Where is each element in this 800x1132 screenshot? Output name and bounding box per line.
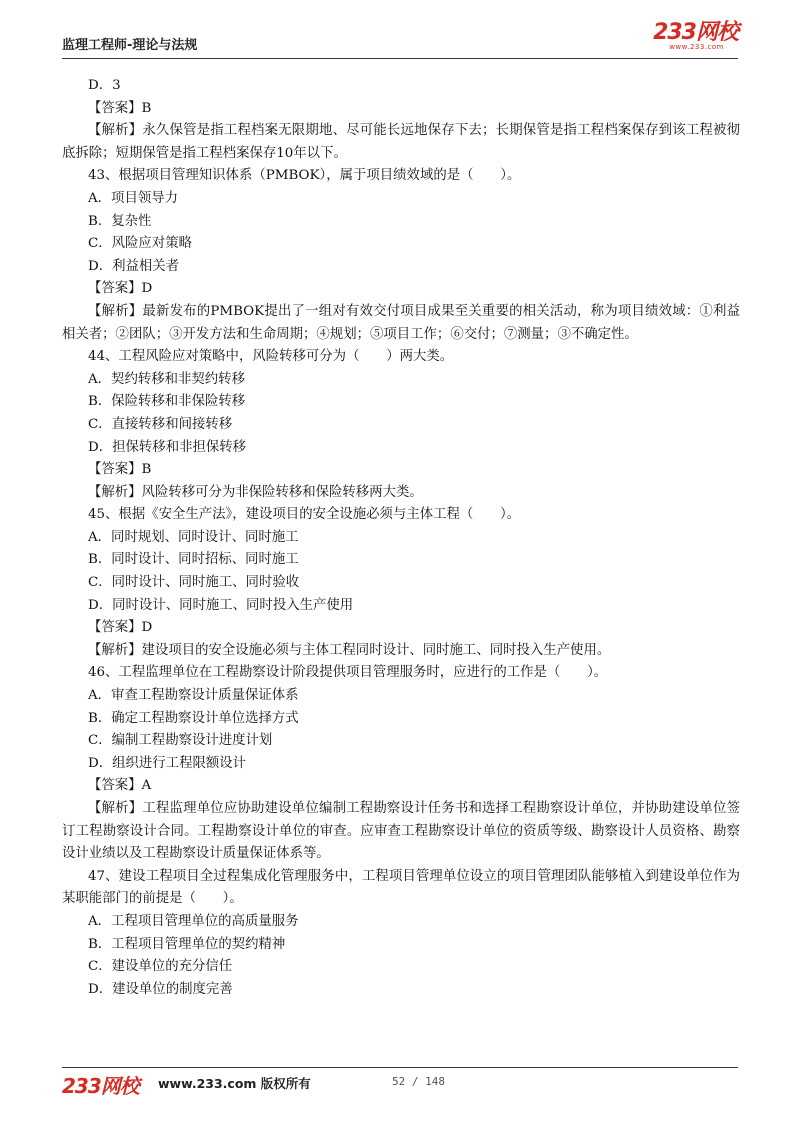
text-line-l21: C．同时设计、同时施工、同时验收 <box>88 575 300 591</box>
page-number: 52 / 148 <box>392 1075 445 1088</box>
text-line-l6: B．复杂性 <box>88 213 152 229</box>
text-line-l23: 【答案】D <box>88 620 153 636</box>
text-line-l30: 【答案】A <box>88 778 152 794</box>
text-line-l12: A．契约转移和非契约转移 <box>88 371 245 387</box>
text-line-l32: 47、建设工程项目全过程集成化管理服务中，工程项目管理单位设立的项目管理团队能够植入到建设单位作为某职能部门的前提是（ ）。 <box>62 868 740 907</box>
text-line-l20: B．同时设计、同时招标、同时施工 <box>88 552 299 568</box>
text-line-l35: C．建设单位的充分信任 <box>88 959 233 975</box>
text-line-l4: 43、根据项目管理知识体系（PMBOK），属于项目绩效域的是（ ）。 <box>88 168 521 184</box>
page-footer <box>62 1067 738 1098</box>
text-line-l26: A．审查工程勘察设计质量保证体系 <box>88 688 299 704</box>
text-line-l22: D．同时设计、同时施工、同时投入生产使用 <box>88 597 354 613</box>
text-line-l1: D．3 <box>88 78 121 93</box>
text-line-l27: B．确定工程勘察设计单位选择方式 <box>88 710 299 726</box>
footer-logo: 233网校 <box>62 1074 139 1098</box>
text-line-l24: 【解析】建设项目的安全设施必须与主体工程同时设计、同时施工、同时投入生产使用。 <box>88 642 611 658</box>
text-line-l13: B．保险转移和非保险转移 <box>88 394 246 410</box>
text-line-l10: 【解析】最新发布的PMBOK提出了一组对有效交付项目成果至关重要的相关活动，称为项目绩效域：①利益相关者；②团队；③开发方法和生命周期；④规划；⑤项目工作；⑥交付；⑦测量；③不确定性。 <box>62 303 740 342</box>
page-header <box>62 18 738 58</box>
text-line-l2: 【答案】B <box>88 100 152 116</box>
text-line-l25: 46、工程监理单位在工程勘察设计阶段提供项目管理服务时，应进行的工作是（ ）。 <box>88 665 608 681</box>
text-line-l7: C．风险应对策略 <box>88 236 192 252</box>
document-body <box>62 75 740 1001</box>
text-line-l29: D．组织进行工程限额设计 <box>88 755 247 771</box>
footer-copyright: www.233.com 版权所有 <box>158 1076 311 1091</box>
text-line-l31: 【解析】工程监理单位应协助建设单位编制工程勘察设计任务书和选择工程勘察设计单位，并协助建设单位签订工程勘察设计合同。工程勘察设计单位的审查。应审查工程勘察设计单位的资质等级、勘察设计人员资格、勘察设计业绩以及工程勘察设计质量保证体系等。 <box>62 801 740 862</box>
text-line-l11: 44、工程风险应对策略中，风险转移可分为（ ）两大类。 <box>88 349 454 365</box>
header-title: 监理工程师-理论与法规 <box>62 38 198 53</box>
text-line-l18: 45、根据《安全生产法》，建设项目的安全设施必须与主体工程（ ）。 <box>88 507 521 523</box>
text-line-l8: D．利益相关者 <box>88 258 180 274</box>
text-line-l15: D．担保转移和非担保转移 <box>88 439 247 455</box>
text-line-l14: C．直接转移和间接转移 <box>88 416 233 432</box>
logo-url: www.233.com <box>669 43 724 51</box>
text-line-l17: 【解析】风险转移可分为非保险转移和保险转移两大类。 <box>88 484 423 500</box>
text-line-l16: 【答案】B <box>88 462 152 478</box>
text-line-l19: A．同时规划、同时设计、同时施工 <box>88 529 299 545</box>
text-line-l33: A．工程项目管理单位的高质量服务 <box>88 913 299 929</box>
text-line-l34: B．工程项目管理单位的契约精神 <box>88 936 286 952</box>
text-line-l36: D．建设单位的制度完善 <box>88 981 233 997</box>
text-line-l5: A．项目领导力 <box>88 190 179 206</box>
text-line-l3: 【解析】永久保管是指工程档案无限期地、尽可能长远地保存下去；长期保管是指工程档案保存到该工程被彻底拆除；短期保管是指工程档案保存10年以下。 <box>62 123 740 161</box>
brand-logo <box>653 22 738 51</box>
logo-text: 233网校 <box>653 20 738 45</box>
text-line-l28: C．编制工程勘察设计进度计划 <box>88 733 273 749</box>
header-divider <box>62 58 738 59</box>
text-line-l9: 【答案】D <box>88 281 153 297</box>
